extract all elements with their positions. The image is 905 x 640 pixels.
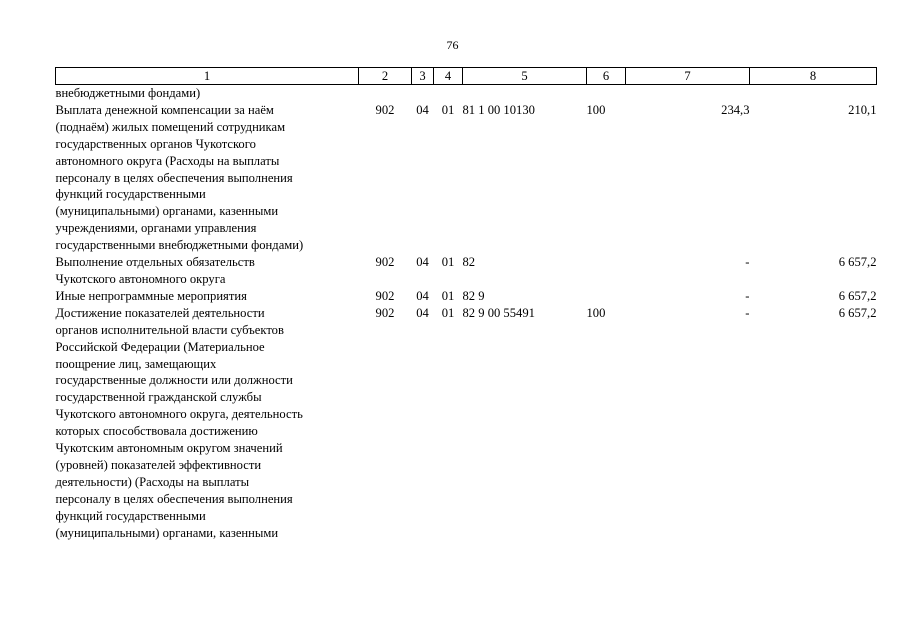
row-amount-7: - <box>745 255 750 270</box>
row-admin-code: 902 <box>375 102 395 117</box>
header-cell-2: 2 <box>359 68 412 85</box>
table-row <box>56 254 877 288</box>
row-expense-type <box>587 85 626 102</box>
row-amount-7 <box>626 85 750 102</box>
row-target-article: 82 9 <box>462 288 485 303</box>
budget-table <box>55 67 877 541</box>
row-section <box>412 85 434 102</box>
row-expense-type: 100 <box>586 102 606 117</box>
row-subsection: 01 <box>441 288 455 303</box>
table-row <box>56 305 877 542</box>
row-amount-8 <box>750 85 877 102</box>
row-target-article: 82 <box>462 255 476 270</box>
row-target-article: 82 9 00 55491 <box>462 305 535 320</box>
header-cell-8: 8 <box>750 68 877 85</box>
row-target-article: 81 1 00 10130 <box>462 102 535 117</box>
row-admin-code: 902 <box>375 305 395 320</box>
row-description: Выплата денежной компенсации за наём (поднаём) жилых помещений сотрудникам государственных органов Чукотского автономного округа (Расходы на выплаты персоналу в целях обеспечения выполнения функций государственными (муниципальными) органами, казенными учреждениями, органами управления государственными внебюджетными фондами) <box>55 102 304 253</box>
row-description: Выполнение отдельных обязательств Чукотского автономного округа <box>55 255 255 286</box>
row-expense-type <box>587 254 626 288</box>
row-subsection: 01 <box>441 102 455 117</box>
row-expense-type: 100 <box>586 305 606 320</box>
row-admin-code: 902 <box>375 255 395 270</box>
row-admin-code <box>359 85 412 102</box>
row-amount-7: - <box>745 288 750 303</box>
row-section: 04 <box>416 255 429 270</box>
row-description: Иные непрограммные мероприятия <box>55 288 247 303</box>
page-number: 76 <box>446 38 459 52</box>
row-section: 04 <box>416 102 429 117</box>
row-amount-7: 234,3 <box>721 102 750 117</box>
row-amount-8: 210,1 <box>848 102 877 117</box>
row-subsection: 01 <box>441 305 455 320</box>
row-subsection: 01 <box>441 255 455 270</box>
header-cell-5: 5 <box>463 68 587 85</box>
row-amount-8: 6 657,2 <box>838 305 877 320</box>
row-target-article <box>463 85 587 102</box>
row-section: 04 <box>416 288 429 303</box>
table-row <box>56 102 877 254</box>
row-subsection <box>434 85 463 102</box>
table-row <box>56 85 877 102</box>
row-expense-type <box>587 288 626 305</box>
row-amount-8: 6 657,2 <box>838 255 877 270</box>
row-description: Достижение показателей деятельности органов исполнительной власти субъектов Российской Федерации (Материальное поощрение лиц, замещающих государственные должности или должности государственной гражданской службы Чукотского автономного округа, деятельность которых способствовала достижению Чукотским автономным округом значений (уровней) показателей эффективности деятельности) (Расходы на выплаты персоналу в целях обеспечения выполнения функций государственными (муниципальными) органами, казенными <box>55 305 303 540</box>
row-section: 04 <box>416 305 429 320</box>
row-description: внебюджетными фондами) <box>55 86 201 100</box>
header-cell-7: 7 <box>626 68 750 85</box>
header-cell-1: 1 <box>56 68 359 85</box>
table-header-row <box>56 68 877 85</box>
row-amount-8: 6 657,2 <box>838 288 877 303</box>
table-row <box>56 288 877 305</box>
header-cell-3: 3 <box>412 68 434 85</box>
header-cell-6: 6 <box>587 68 626 85</box>
header-cell-4: 4 <box>434 68 463 85</box>
row-admin-code: 902 <box>375 288 395 303</box>
row-amount-7: - <box>745 305 750 320</box>
